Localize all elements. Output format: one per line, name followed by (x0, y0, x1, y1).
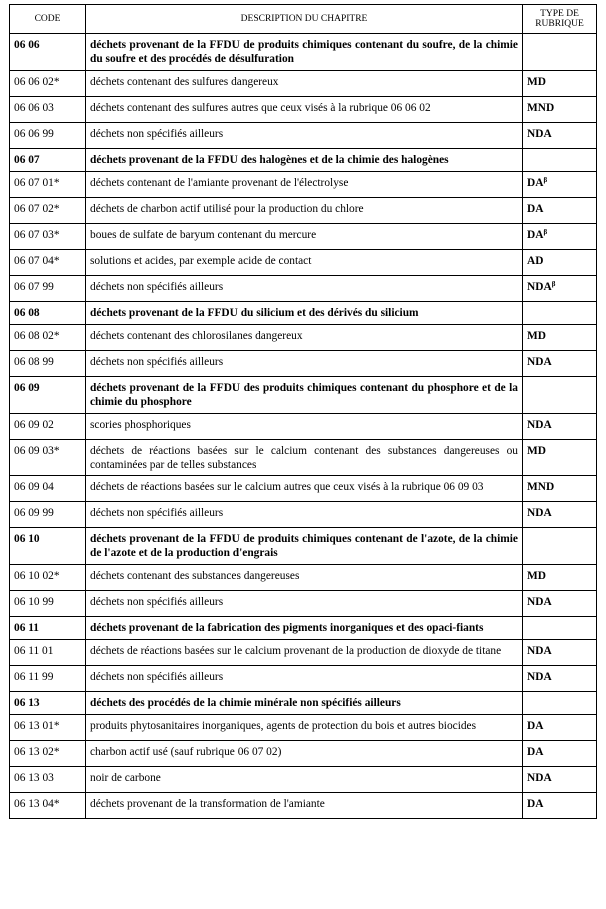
row-type-label: NDA (527, 128, 552, 140)
header-type: TYPE DE RUBRIQUE (523, 5, 597, 34)
row-code: 06 10 99 (10, 591, 86, 617)
table-row (10, 476, 597, 502)
row-type (523, 97, 597, 123)
row-code: 06 11 (10, 617, 86, 640)
row-type (523, 666, 597, 692)
row-code: 06 13 04* (10, 793, 86, 819)
table-row (10, 123, 597, 149)
row-type (523, 71, 597, 97)
row-description: déchets contenant des chlorosilanes dangereux (86, 325, 523, 351)
row-description: déchets non spécifiés ailleurs (86, 276, 523, 302)
row-code: 06 09 04 (10, 476, 86, 502)
table-row (10, 276, 597, 302)
table-body (10, 34, 597, 819)
row-code: 06 06 99 (10, 123, 86, 149)
row-type (523, 692, 597, 715)
row-description: boues de sulfate de baryum contenant du mercure (86, 224, 523, 250)
row-type (523, 198, 597, 224)
row-code: 06 07 04* (10, 250, 86, 276)
row-type (523, 325, 597, 351)
table-row (10, 97, 597, 123)
table-row (10, 666, 597, 692)
row-type-label: DA (527, 746, 544, 758)
footnote-marker: β (543, 228, 548, 236)
row-description: déchets provenant de la FFDU des halogènes et de la chimie des halogènes (86, 149, 523, 172)
row-description: déchets non spécifiés ailleurs (86, 502, 523, 528)
row-description: déchets provenant de la fabrication des pigments inorganiques et des opaci-fiants (86, 617, 523, 640)
row-description: déchets des procédés de la chimie minérale non spécifiés ailleurs (86, 692, 523, 715)
row-type-label: MD (527, 570, 546, 582)
row-description: déchets provenant de la FFDU de produits chimiques contenant de l'azote, de la chimie de l'azote et de la production d'engrais (86, 528, 523, 565)
table-row (10, 502, 597, 528)
row-type (523, 793, 597, 819)
row-code: 06 13 (10, 692, 86, 715)
row-description: solutions et acides, par exemple acide de contact (86, 250, 523, 276)
table-row (10, 591, 597, 617)
table-row (10, 198, 597, 224)
row-type-label: DA (527, 798, 544, 810)
table-row (10, 172, 597, 198)
row-description: charbon actif usé (sauf rubrique 06 07 02) (86, 741, 523, 767)
row-description: déchets de réactions basées sur le calcium autres que ceux visés à la rubrique 06 09 03 (86, 476, 523, 502)
row-code: 06 10 02* (10, 565, 86, 591)
table-row (10, 715, 597, 741)
row-type (523, 377, 597, 414)
row-type (523, 123, 597, 149)
row-type (523, 476, 597, 502)
row-type-label: DA (527, 203, 544, 215)
table-row (10, 793, 597, 819)
header-description: DESCRIPTION DU CHAPITRE (86, 5, 523, 34)
row-description: déchets non spécifiés ailleurs (86, 666, 523, 692)
table-row (10, 640, 597, 666)
row-type-label: NDA (527, 645, 552, 657)
row-type (523, 149, 597, 172)
footnote-marker: β (551, 280, 556, 288)
row-type (523, 440, 597, 476)
row-type-label: MD (527, 445, 546, 457)
row-type (523, 715, 597, 741)
row-code: 06 07 03* (10, 224, 86, 250)
row-description: déchets non spécifiés ailleurs (86, 591, 523, 617)
row-type (523, 34, 597, 71)
row-type (523, 302, 597, 325)
row-code: 06 06 03 (10, 97, 86, 123)
table-row (10, 565, 597, 591)
row-type-label: NDA (527, 772, 552, 784)
row-code: 06 08 (10, 302, 86, 325)
row-type-label: NDA (527, 596, 552, 608)
row-code: 06 09 02 (10, 414, 86, 440)
chapter-row (10, 528, 597, 565)
table-row (10, 71, 597, 97)
row-type-label: MND (527, 102, 555, 114)
row-description: déchets provenant de la FFDU de produits chimiques contenant du soufre, de la chimie du soufre et des procédés de désulfuration (86, 34, 523, 71)
row-description: déchets provenant de la transformation de l'amiante (86, 793, 523, 819)
row-type-label: NDA (527, 281, 552, 293)
row-type-label: AD (527, 255, 544, 267)
row-description: déchets contenant de l'amiante provenant de l'électrolyse (86, 172, 523, 198)
row-code: 06 07 (10, 149, 86, 172)
row-description: scories phosphoriques (86, 414, 523, 440)
row-type (523, 591, 597, 617)
row-type (523, 640, 597, 666)
row-description: noir de carbone (86, 767, 523, 793)
table-row (10, 351, 597, 377)
row-description: déchets contenant des sulfures dangereux (86, 71, 523, 97)
table-row (10, 741, 597, 767)
table-row (10, 325, 597, 351)
row-code: 06 08 99 (10, 351, 86, 377)
row-code: 06 06 02* (10, 71, 86, 97)
row-code: 06 11 01 (10, 640, 86, 666)
row-description: déchets provenant de la FFDU du silicium et des dérivés du silicium (86, 302, 523, 325)
row-type-label: DA (527, 177, 544, 189)
row-type-label: DA (527, 720, 544, 732)
chapter-row (10, 34, 597, 71)
row-code: 06 13 03 (10, 767, 86, 793)
table-row (10, 440, 597, 476)
row-type-label: NDA (527, 419, 552, 431)
row-description: déchets non spécifiés ailleurs (86, 351, 523, 377)
row-type-label: DA (527, 229, 544, 241)
chapter-row (10, 302, 597, 325)
row-description: déchets provenant de la FFDU des produits chimiques contenant du phosphore et de la chimie du phosphore (86, 377, 523, 414)
row-description: déchets contenant des sulfures autres que ceux visés à la rubrique 06 06 02 (86, 97, 523, 123)
row-code: 06 09 99 (10, 502, 86, 528)
document-page (9, 4, 596, 819)
row-description: déchets de réactions basées sur le calcium contenant des substances dangereuses ou contaminées par de telles substances (86, 440, 523, 476)
chapter-row (10, 377, 597, 414)
row-type (523, 741, 597, 767)
row-code: 06 07 02* (10, 198, 86, 224)
table-header-row (10, 5, 597, 34)
row-code: 06 07 99 (10, 276, 86, 302)
row-code: 06 06 (10, 34, 86, 71)
row-type-label: MD (527, 330, 546, 342)
row-type (523, 414, 597, 440)
row-type-label: NDA (527, 507, 552, 519)
row-type (523, 528, 597, 565)
waste-code-table (9, 4, 597, 819)
table-row (10, 224, 597, 250)
row-type (523, 250, 597, 276)
chapter-row (10, 149, 597, 172)
row-type (523, 224, 597, 250)
row-type (523, 351, 597, 377)
footnote-marker: β (543, 176, 548, 184)
row-type (523, 617, 597, 640)
row-type-label: MND (527, 481, 555, 493)
row-code: 06 13 02* (10, 741, 86, 767)
row-description: déchets de charbon actif utilisé pour la production du chlore (86, 198, 523, 224)
row-code: 06 09 03* (10, 440, 86, 476)
row-code: 06 10 (10, 528, 86, 565)
row-type (523, 172, 597, 198)
row-type (523, 276, 597, 302)
row-type (523, 767, 597, 793)
table-row (10, 250, 597, 276)
table-row (10, 414, 597, 440)
row-description: déchets de réactions basées sur le calcium provenant de la production de dioxyde de titane (86, 640, 523, 666)
row-type (523, 502, 597, 528)
row-type-label: NDA (527, 356, 552, 368)
row-code: 06 07 01* (10, 172, 86, 198)
row-type (523, 565, 597, 591)
header-code: CODE (10, 5, 86, 34)
row-code: 06 09 (10, 377, 86, 414)
chapter-row (10, 617, 597, 640)
table-row (10, 767, 597, 793)
row-type-label: NDA (527, 671, 552, 683)
row-description: produits phytosanitaires inorganiques, agents de protection du bois et autres biocides (86, 715, 523, 741)
row-code: 06 11 99 (10, 666, 86, 692)
row-code: 06 08 02* (10, 325, 86, 351)
row-description: déchets non spécifiés ailleurs (86, 123, 523, 149)
row-code: 06 13 01* (10, 715, 86, 741)
row-description: déchets contenant des substances dangereuses (86, 565, 523, 591)
chapter-row (10, 692, 597, 715)
row-type-label: MD (527, 76, 546, 88)
